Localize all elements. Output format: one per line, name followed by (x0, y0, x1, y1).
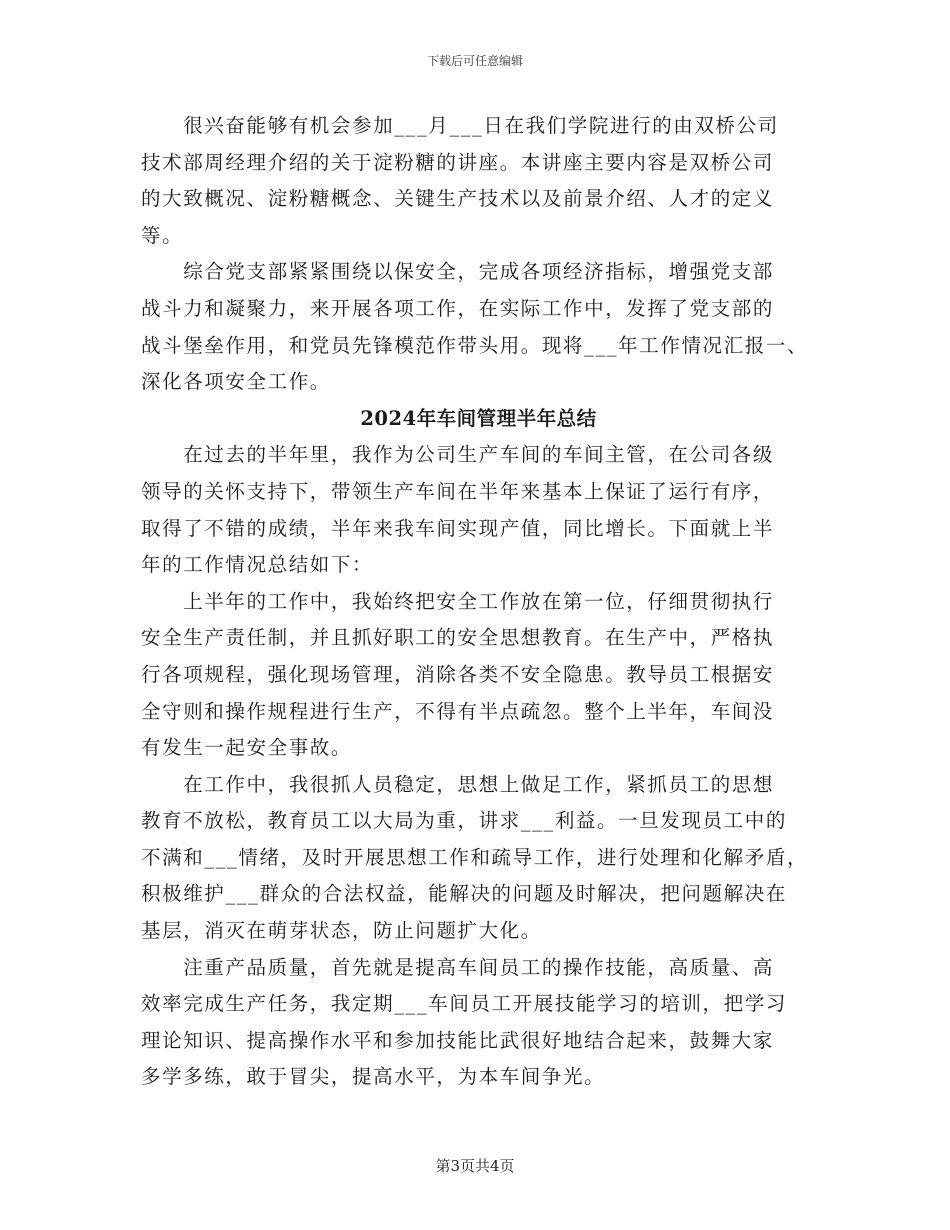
text-line: 多学多练，敢于冒尖，提高水平，为本车间争光。 (141, 1065, 606, 1089)
text-line: 全守则和操作规程进行生产，不得有半点疏忽。整个上半年，车间没 (141, 699, 775, 723)
text-line: 效率完成生产任务，我定期___车间员工开展技能学习的培训，把学习 (141, 992, 787, 1016)
text-line: 很兴奋能够有机会参加___月___日在我们学院进行的由双桥公司 (141, 114, 779, 137)
text-line: 不满和___情绪，及时开展思想工作和疏导工作，进行处理和化解矛盾， (141, 845, 809, 869)
text-line: 在工作中，我很抓人员稳定，思想上做足工作，紧抓员工的思想 (141, 772, 775, 796)
text-line: 综合党支部紧紧围绕以保安全，完成各项经济指标，增强党支部 (141, 260, 775, 284)
document-body (141, 108, 816, 1096)
body-paragraph-1 (141, 437, 816, 583)
text-line: 深化各项安全工作。 (141, 370, 331, 394)
text-line: 在过去的半年里，我作为公司生产车间的车间主管，在公司各级 (141, 443, 775, 467)
text-line: 行各项规程，强化现场管理，消除各类不安全隐患。教导员工根据安 (141, 662, 775, 686)
text-line: 战斗堡垒作用，和党员先锋模范作带头用。现将___年工作情况汇报一、 (141, 333, 809, 357)
intro-paragraph-1 (141, 108, 816, 254)
text-line: 领导的关怀支持下，带领生产车间在半年来基本上保证了运行有序， (141, 479, 775, 503)
text-line: 的大致概况、淀粉糖概念、关键生产技术以及前景介绍、人才的定义 (141, 187, 775, 211)
body-paragraph-3 (141, 767, 816, 950)
text-line: 取得了不错的成绩，半年来我车间实现产值，同比增长。下面就上半 (141, 516, 775, 540)
intro-paragraph-2 (141, 254, 816, 400)
text-line: 年的工作情况总结如下： (141, 553, 374, 577)
text-line: 技术部周经理介绍的关于淀粉糖的讲座。本讲座主要内容是双桥公司 (141, 150, 775, 174)
page-footer: 第3页共4页 (435, 1157, 515, 1175)
page-header: 下载后可任意编辑 (426, 54, 523, 68)
text-line: 理论知识、提高操作水平和参加技能比武很好地结合起来，鼓舞大家 (141, 1028, 775, 1052)
body-paragraph-4 (141, 950, 816, 1096)
text-line: 注重产品质量，首先就是提高车间员工的操作技能，高质量、高 (141, 955, 775, 979)
text-line: 战斗力和凝聚力，来开展各项工作，在实际工作中，发挥了党支部的 (141, 296, 775, 320)
section-title: 2024年车间管理半年总结 (360, 406, 597, 430)
text-line: 教育不放松，教育员工以大局为重，讲求___利益。一旦发现员工中的 (141, 809, 787, 833)
text-line: 等。 (141, 223, 184, 247)
text-line: 有发生一起安全事故。 (141, 736, 353, 760)
text-line: 上半年的工作中，我始终把安全工作放在第一位，仔细贯彻执行 (141, 589, 775, 613)
text-line: 积极维护___群众的合法权益，能解决的问题及时解决，把问题解决在 (141, 882, 787, 906)
body-paragraph-2 (141, 584, 816, 767)
text-line: 基层，消灭在萌芽状态，防止问题扩大化。 (141, 919, 542, 943)
text-line: 安全生产责任制，并且抓好职工的安全思想教育。在生产中，严格执 (141, 626, 775, 650)
